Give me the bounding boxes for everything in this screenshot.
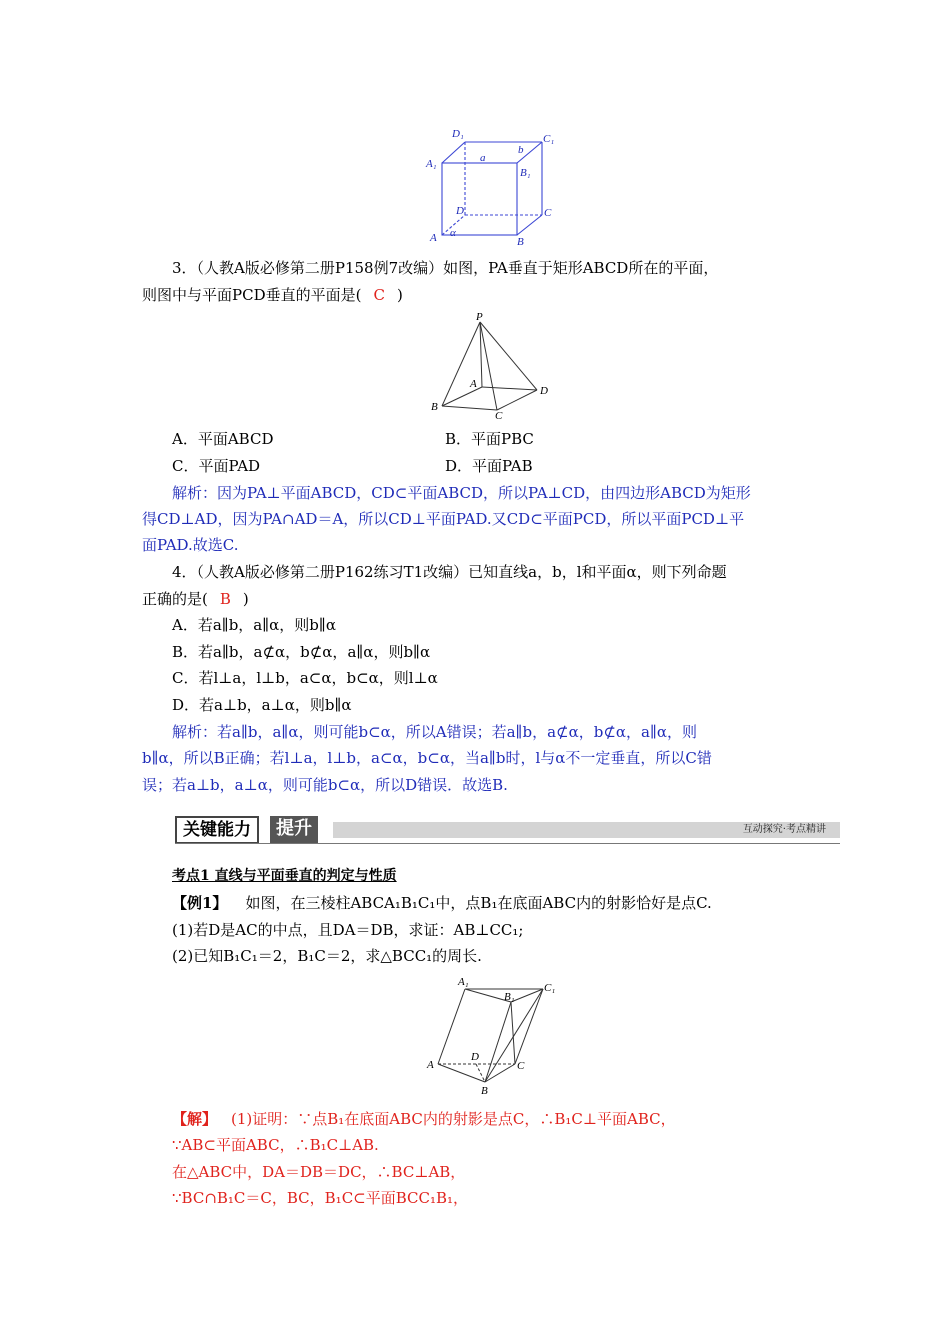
q3-analysis-1: 解析：因为PA⊥平面ABCD，CD⊂平面ABCD，所以PA⊥CD，由四边形ABCD为矩形 bbox=[172, 484, 751, 502]
label-C1: C₁ bbox=[543, 133, 555, 145]
label-b: b bbox=[518, 144, 524, 156]
q4-answer: B bbox=[219, 590, 231, 608]
solution-line1 bbox=[172, 1109, 676, 1129]
label-B: B bbox=[431, 401, 438, 413]
label-P: P bbox=[476, 311, 483, 323]
pyramid-figure bbox=[425, 310, 560, 420]
label-B1: B₁ bbox=[504, 991, 515, 1003]
banner-rule bbox=[175, 843, 840, 844]
q3-analysis-3: 面PAD.故选C. bbox=[142, 536, 239, 554]
label-D: D bbox=[471, 1051, 479, 1063]
q4-option-b: B．若a∥b，a⊄α，b⊄α，a∥α，则b∥α bbox=[172, 643, 431, 661]
label-D: D bbox=[456, 205, 464, 217]
q3-line1: 3．（人教A版必修第二册P158例7改编）如图，PA垂直于矩形ABCD所在的平面， bbox=[172, 259, 719, 277]
q3-analysis-2: 得CD⊥AD，因为PA∩AD＝A，所以CD⊥平面PAD.又CD⊂平面PCD，所以平面PCD⊥平 bbox=[142, 510, 745, 528]
label-A1: A₁ bbox=[458, 976, 469, 988]
banner-title: 关键能力 bbox=[175, 816, 259, 844]
q4-line1: 4．（人教A版必修第二册P162练习T1改编）已知直线a，b，l和平面α，则下列命题 bbox=[172, 563, 727, 581]
label-D1: D₁ bbox=[452, 128, 464, 140]
q4-option-d: D．若a⊥b，a⊥α，则b∥α bbox=[172, 696, 352, 714]
cube-figure bbox=[420, 125, 560, 250]
label-C: C bbox=[495, 410, 503, 422]
example-label: 【例1】 bbox=[172, 894, 228, 912]
q4-line2 bbox=[142, 589, 249, 609]
solution-line2: ∵AB⊂平面ABC，∴B₁C⊥AB. bbox=[172, 1136, 379, 1154]
q4-stem: 正确的是( bbox=[142, 590, 208, 608]
banner-tag: 互动探究·考点精讲 bbox=[742, 824, 826, 835]
solution-label: 【解】 bbox=[172, 1110, 218, 1128]
label-C: C bbox=[544, 207, 552, 219]
q4-close: ) bbox=[242, 590, 249, 608]
kaodian-heading: 考点1 直线与平面垂直的判定与性质 bbox=[172, 868, 397, 884]
example-text: 如图，在三棱柱ABCA₁B₁C₁中，点B₁在底面ABC内的射影恰好是点C. bbox=[245, 894, 712, 912]
q3-option-c: C．平面PAD bbox=[172, 457, 261, 475]
label-A: A bbox=[427, 1059, 434, 1071]
banner-highlight: 提升 bbox=[270, 816, 318, 844]
label-a: a bbox=[480, 152, 486, 164]
q4-option-a: A．若a∥b，a∥α，则b∥α bbox=[172, 616, 336, 634]
prism-figure bbox=[425, 972, 565, 1097]
example-line bbox=[172, 893, 712, 913]
label-B: B bbox=[517, 236, 524, 248]
solution-line4: ∵BC∩B₁C＝C，BC，B₁C⊂平面BCC₁B₁， bbox=[172, 1189, 469, 1207]
q3-answer: C bbox=[373, 286, 385, 304]
q3-option-d: D．平面PAB bbox=[445, 457, 533, 475]
label-A: A bbox=[430, 232, 437, 244]
label-A: A bbox=[470, 378, 477, 390]
example-part1: (1)若D是AC的中点，且DA＝DB，求证：AB⊥CC₁; bbox=[172, 921, 524, 939]
q3-close: ) bbox=[396, 286, 403, 304]
q4-option-c: C．若l⊥a，l⊥b，a⊂α，b⊂α，则l⊥α bbox=[172, 669, 438, 687]
label-B: B bbox=[481, 1085, 488, 1097]
q3-line2 bbox=[142, 285, 403, 305]
q3-option-a: A．平面ABCD bbox=[172, 430, 274, 448]
q4-analysis-1: 解析：若a∥b，a∥α，则可能b⊂α，所以A错误；若a∥b，a⊄α，b⊄α，a∥α，则 bbox=[172, 723, 698, 741]
q4-analysis-2: b∥α，所以B正确；若l⊥a，l⊥b，a⊂α，b⊂α，当a∥b时，l与α不一定垂直，所以C错 bbox=[142, 749, 712, 767]
label-D: D bbox=[540, 385, 548, 397]
q3-option-b: B．平面PBC bbox=[445, 430, 534, 448]
solution-line3: 在△ABC中，DA＝DB＝DC，∴BC⊥AB， bbox=[172, 1163, 466, 1181]
q3-stem: 则图中与平面PCD垂直的平面是( bbox=[142, 286, 362, 304]
label-B1: B₁ bbox=[520, 167, 531, 179]
q4-analysis-3: 误；若a⊥b，a⊥α，则可能b⊂α，所以D错误．故选B. bbox=[142, 776, 508, 794]
label-A1: A₁ bbox=[426, 158, 437, 170]
example-part2: (2)已知B₁C₁＝2，B₁C＝2，求△BCC₁的周长. bbox=[172, 947, 482, 965]
label-alpha: α bbox=[450, 227, 456, 239]
section-banner bbox=[175, 814, 840, 844]
solution-s1: (1)证明：∵点B₁在底面ABC内的射影是点C，∴B₁C⊥平面ABC， bbox=[231, 1110, 676, 1128]
label-C: C bbox=[517, 1060, 525, 1072]
label-C1: C₁ bbox=[544, 982, 556, 994]
